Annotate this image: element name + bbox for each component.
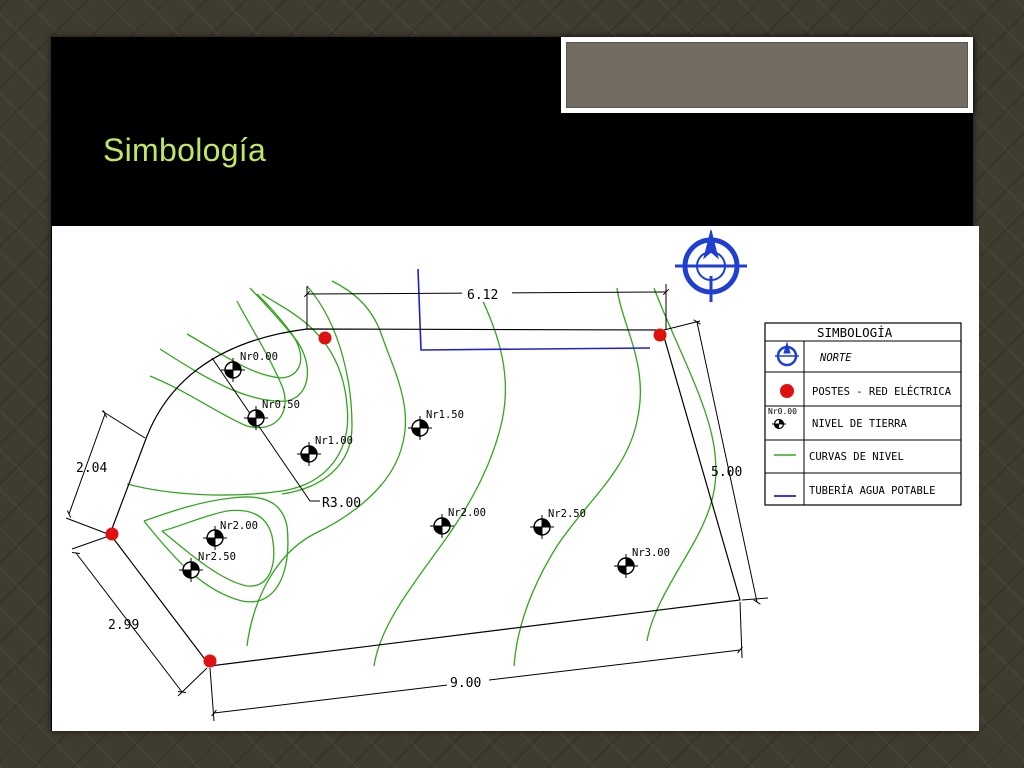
contour-line [187, 294, 301, 378]
dimension-label-left-upper: 2.04 [76, 461, 108, 476]
contour-line [514, 288, 640, 666]
dimension-label-bottom: 9.00 [450, 676, 482, 691]
dimension-label-left-lower: 2.99 [108, 618, 140, 633]
pole-dot [106, 528, 119, 541]
contour-line [144, 497, 288, 602]
decorative-frame [561, 37, 973, 113]
property-boundary [110, 329, 743, 666]
level-label: Nr0.00 [240, 351, 278, 363]
level-label: Nr3.00 [632, 547, 670, 559]
red-dot-icon [780, 384, 794, 398]
level-label: Nr2.00 [220, 520, 258, 532]
level-label: Nr2.50 [548, 508, 586, 520]
pole-dot [319, 332, 332, 345]
level-label: Nr2.50 [198, 551, 236, 563]
legend [765, 323, 961, 505]
level-label: Nr2.00 [448, 507, 486, 519]
legend-label: CURVAS DE NIVEL [809, 451, 904, 463]
contour-line [647, 288, 716, 641]
electric-poles [106, 329, 667, 668]
contour-line [374, 288, 505, 666]
level-label: Nr1.00 [315, 435, 353, 447]
dimension-label-top: 6.12 [467, 288, 499, 303]
pole-dot [654, 329, 667, 342]
dimension-lines [66, 284, 768, 721]
water-pipe [418, 269, 650, 350]
legend-title: SIMBOLOGÍA [817, 325, 893, 340]
slide-title: Simbología [103, 132, 267, 168]
level-label: Nr0.50 [262, 399, 300, 411]
legend-label: NORTE [820, 352, 852, 364]
level-label: Nr1.50 [426, 409, 464, 421]
legend-label: NIVEL DE TIERRA [812, 418, 907, 430]
north-arrow-icon [675, 230, 747, 302]
legend-label: TUBERÍA AGUA POTABLE [809, 485, 936, 497]
contour-line [160, 288, 307, 401]
legend-icon-text: Nr0.00 [768, 407, 797, 416]
legend-label: POSTES - RED ELÉCTRICA [812, 386, 952, 398]
dimension-label-right: 5.00 [711, 465, 743, 480]
contour-line [282, 286, 352, 494]
level-markers [179, 358, 638, 582]
pole-dot [204, 655, 217, 668]
dimension-label-radius: R3.00 [322, 496, 362, 511]
site-plan-drawing [52, 226, 979, 731]
contour-lines [127, 281, 716, 666]
